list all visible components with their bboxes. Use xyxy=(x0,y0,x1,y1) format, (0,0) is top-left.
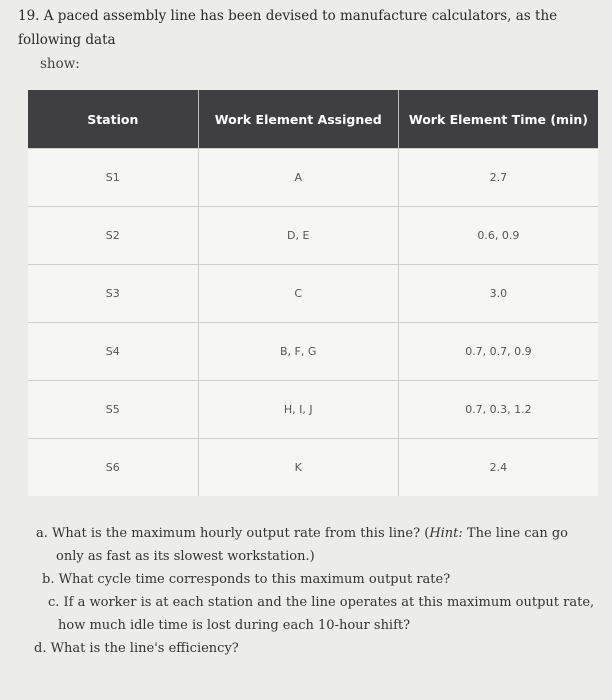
question-line-2: show: xyxy=(40,56,80,72)
header-station: Station xyxy=(28,90,198,149)
station-cell: S1 xyxy=(28,149,198,207)
time-cell: 0.7, 0.7, 0.9 xyxy=(398,323,598,381)
table-row xyxy=(28,439,598,497)
station-table xyxy=(28,90,598,496)
table-row xyxy=(28,323,598,381)
part-c-line-1: c. If a worker is at each station and the line operates at this maximum output rate, xyxy=(48,595,595,610)
question-parts xyxy=(18,522,598,660)
station-cell: S2 xyxy=(28,207,198,265)
element-cell: B, F, G xyxy=(198,323,398,381)
part-a-hint: Hint: xyxy=(429,526,463,541)
table-row xyxy=(28,207,598,265)
element-cell: C xyxy=(198,265,398,323)
header-work-element-assigned: Work Element Assigned xyxy=(198,90,398,149)
part-d: d. What is the line's efficiency? xyxy=(34,641,239,656)
element-cell: A xyxy=(198,149,398,207)
station-cell: S5 xyxy=(28,381,198,439)
part-b: b. What cycle time corresponds to this maximum output rate? xyxy=(42,572,451,587)
part-a-line-2: only as fast as its slowest workstation.) xyxy=(56,549,315,564)
part-a-text: a. What is the maximum hourly output rate from this line? ( xyxy=(36,526,430,541)
table-header-row xyxy=(28,90,598,149)
time-cell: 2.7 xyxy=(398,149,598,207)
header-work-element-time: Work Element Time (min) xyxy=(398,90,598,149)
station-cell: S6 xyxy=(28,439,198,497)
part-a-line-1 xyxy=(18,522,598,545)
station-table-container xyxy=(28,90,598,482)
station-cell: S3 xyxy=(28,265,198,323)
part-a-text-end: The line can go xyxy=(462,526,568,541)
part-c-line-2: how much idle time is lost during each 10-hour shift? xyxy=(58,618,411,633)
question-text xyxy=(18,4,608,76)
element-cell: D, E xyxy=(198,207,398,265)
question-line-1: 19. A paced assembly line has been devised to manufacture calculators, as the following data xyxy=(18,8,558,48)
time-cell: 0.7, 0.3, 1.2 xyxy=(398,381,598,439)
table-row xyxy=(28,381,598,439)
element-cell: H, I, J xyxy=(198,381,398,439)
time-cell: 2.4 xyxy=(398,439,598,497)
element-cell: K xyxy=(198,439,398,497)
station-cell: S4 xyxy=(28,323,198,381)
time-cell: 0.6, 0.9 xyxy=(398,207,598,265)
table-row xyxy=(28,265,598,323)
time-cell: 3.0 xyxy=(398,265,598,323)
table-row xyxy=(28,149,598,207)
